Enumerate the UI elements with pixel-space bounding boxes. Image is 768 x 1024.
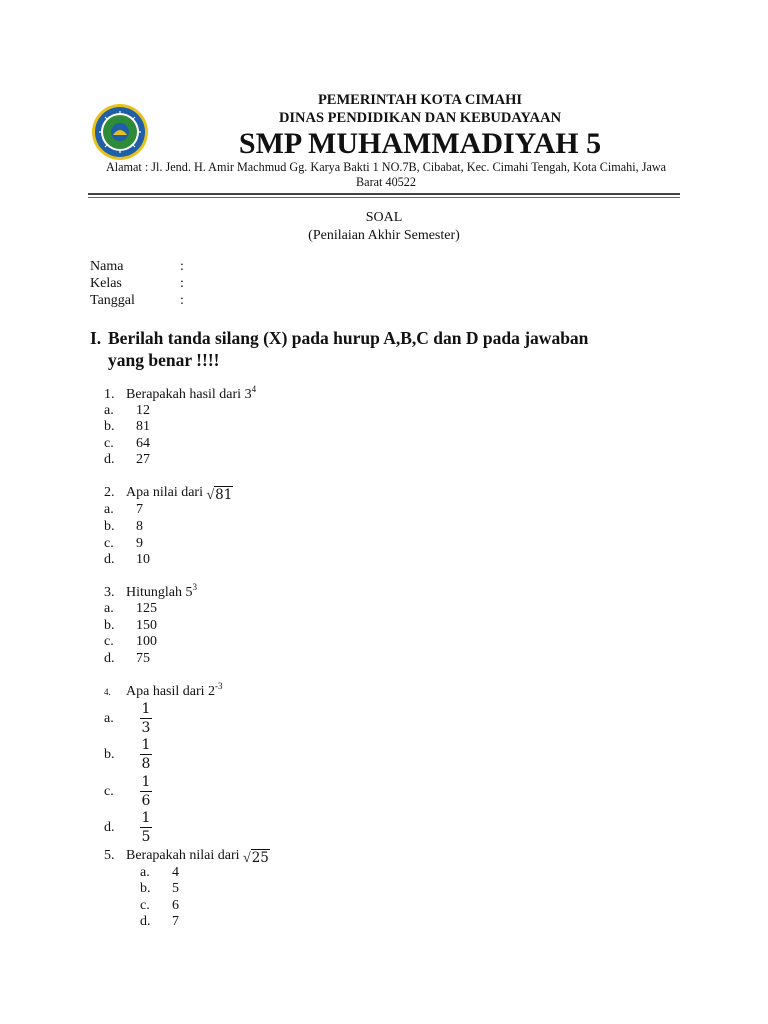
option-2b (104, 519, 143, 535)
option-letter: a. (104, 502, 114, 517)
question-number: 2. (104, 485, 115, 500)
fraction-numerator: 1 (141, 737, 151, 753)
option-letter: a. (104, 711, 114, 726)
option-2a (104, 502, 143, 518)
option-letter: c. (104, 634, 114, 649)
option-value: 12 (136, 403, 150, 418)
option-5c (140, 898, 179, 914)
option-3c (104, 634, 157, 650)
option-letter: d. (140, 914, 151, 929)
option-value: 27 (136, 452, 150, 467)
option-letter: c. (104, 784, 114, 799)
radicand: 25 (251, 850, 269, 866)
doc-subtitle: (Penilaian Akhir Semester) (308, 228, 460, 243)
field-kelas-label: Kelas (90, 276, 122, 291)
question-number: 4. (104, 687, 111, 697)
section-number: I. (90, 328, 102, 348)
school-logo-icon (91, 103, 149, 161)
option-2c (104, 536, 143, 552)
question-exponent: -3 (215, 681, 223, 691)
option-value: 100 (136, 634, 157, 649)
question-5 (104, 848, 270, 867)
option-1a (104, 403, 150, 419)
question-1 (104, 384, 257, 403)
question-text: Apa nilai dari (126, 485, 203, 500)
question-text: Apa hasil dari 2 (126, 684, 216, 699)
option-letter: b. (140, 881, 151, 896)
option-letter: d. (104, 820, 115, 835)
square-root: √ 81 (206, 487, 233, 503)
option-value: 7 (136, 502, 143, 517)
fraction (140, 738, 153, 772)
fraction-numerator: 1 (141, 701, 151, 717)
square-root: √ 25 (243, 850, 269, 866)
header-line-1: PEMERINTAH KOTA CIMAHI (317, 92, 523, 108)
option-value: 10 (136, 552, 150, 567)
option-value: 75 (136, 651, 150, 666)
option-value: 5 (172, 881, 179, 896)
option-1d (104, 452, 150, 468)
option-1c (104, 436, 150, 452)
option-4b (104, 738, 152, 772)
option-4c (104, 775, 152, 809)
option-4a (104, 702, 152, 736)
option-4d (104, 811, 152, 845)
option-value: 125 (136, 601, 157, 616)
fraction-numerator: 1 (141, 810, 151, 826)
question-number: 3. (104, 585, 115, 600)
radicand: 81 (215, 487, 233, 503)
school-address (88, 160, 684, 190)
option-letter: d. (104, 452, 115, 467)
option-1b (104, 419, 150, 435)
option-letter: c. (104, 436, 114, 451)
option-3d (104, 651, 150, 667)
option-3a (104, 601, 157, 617)
question-number: 5. (104, 848, 115, 863)
question-text: Hitunglah 5 (126, 585, 193, 600)
address-line-2: Barat 40522 (356, 175, 416, 189)
option-3b (104, 618, 157, 634)
question-exponent: 4 (251, 384, 257, 394)
option-letter: d. (104, 552, 115, 567)
section-instruction (90, 327, 690, 371)
option-value: 81 (136, 419, 150, 434)
fraction-denominator: 3 (141, 720, 151, 736)
option-value: 150 (136, 618, 157, 633)
option-value: 9 (136, 536, 143, 551)
option-value: 7 (172, 914, 179, 929)
field-nama-sep: : (180, 259, 184, 274)
fraction-denominator: 5 (141, 829, 151, 845)
question-text: Berapakah nilai dari (126, 848, 240, 863)
field-tanggal-label: Tanggal (90, 293, 135, 308)
option-value: 4 (172, 865, 179, 880)
option-value: 6 (172, 898, 179, 913)
field-tanggal-sep: : (180, 293, 184, 308)
option-letter: c. (104, 536, 114, 551)
option-letter: b. (104, 747, 115, 762)
fraction (140, 811, 153, 845)
option-5d (140, 914, 179, 930)
option-5b (140, 881, 179, 897)
header-divider (88, 193, 680, 195)
option-letter: c. (140, 898, 150, 913)
school-name: SMP MUHAMMADIYAH 5 (238, 127, 602, 160)
option-letter: b. (104, 618, 115, 633)
fraction-numerator: 1 (141, 774, 151, 790)
question-4 (104, 681, 223, 700)
question-exponent: 3 (192, 582, 197, 592)
header-line-2: DINAS PENDIDIKAN DAN KEBUDAYAAN (278, 110, 562, 126)
question-number: 1. (104, 387, 115, 402)
section-line-2: yang benar !!!! (108, 350, 220, 370)
fraction-denominator: 8 (141, 756, 151, 772)
option-letter: d. (104, 651, 115, 666)
question-text: Berapakah hasil dari 3 (126, 387, 252, 402)
option-2d (104, 552, 150, 568)
fraction (140, 775, 153, 809)
question-3 (104, 582, 197, 601)
option-letter: a. (104, 601, 114, 616)
section-line-1: Berilah tanda silang (X) pada hurup A,B,C dan D pada jawaban (108, 328, 589, 348)
field-kelas-sep: : (180, 276, 184, 291)
fraction (140, 702, 153, 736)
option-letter: a. (104, 403, 114, 418)
fraction-denominator: 6 (141, 793, 151, 809)
field-nama-label: Nama (90, 259, 124, 274)
option-letter: b. (104, 419, 115, 434)
address-line-1: Alamat : Jl. Jend. H. Amir Machmud Gg. Karya Bakti 1 NO.7B, Cibabat, Kec. Cimahi Tengah, Kota Cimahi, Jawa (105, 160, 667, 174)
option-value: 64 (136, 436, 150, 451)
option-value: 8 (136, 519, 143, 534)
option-letter: b. (104, 519, 115, 534)
option-letter: a. (140, 865, 150, 880)
doc-title: SOAL (365, 210, 403, 225)
header-divider-thin (88, 197, 680, 198)
option-5a (140, 865, 179, 881)
